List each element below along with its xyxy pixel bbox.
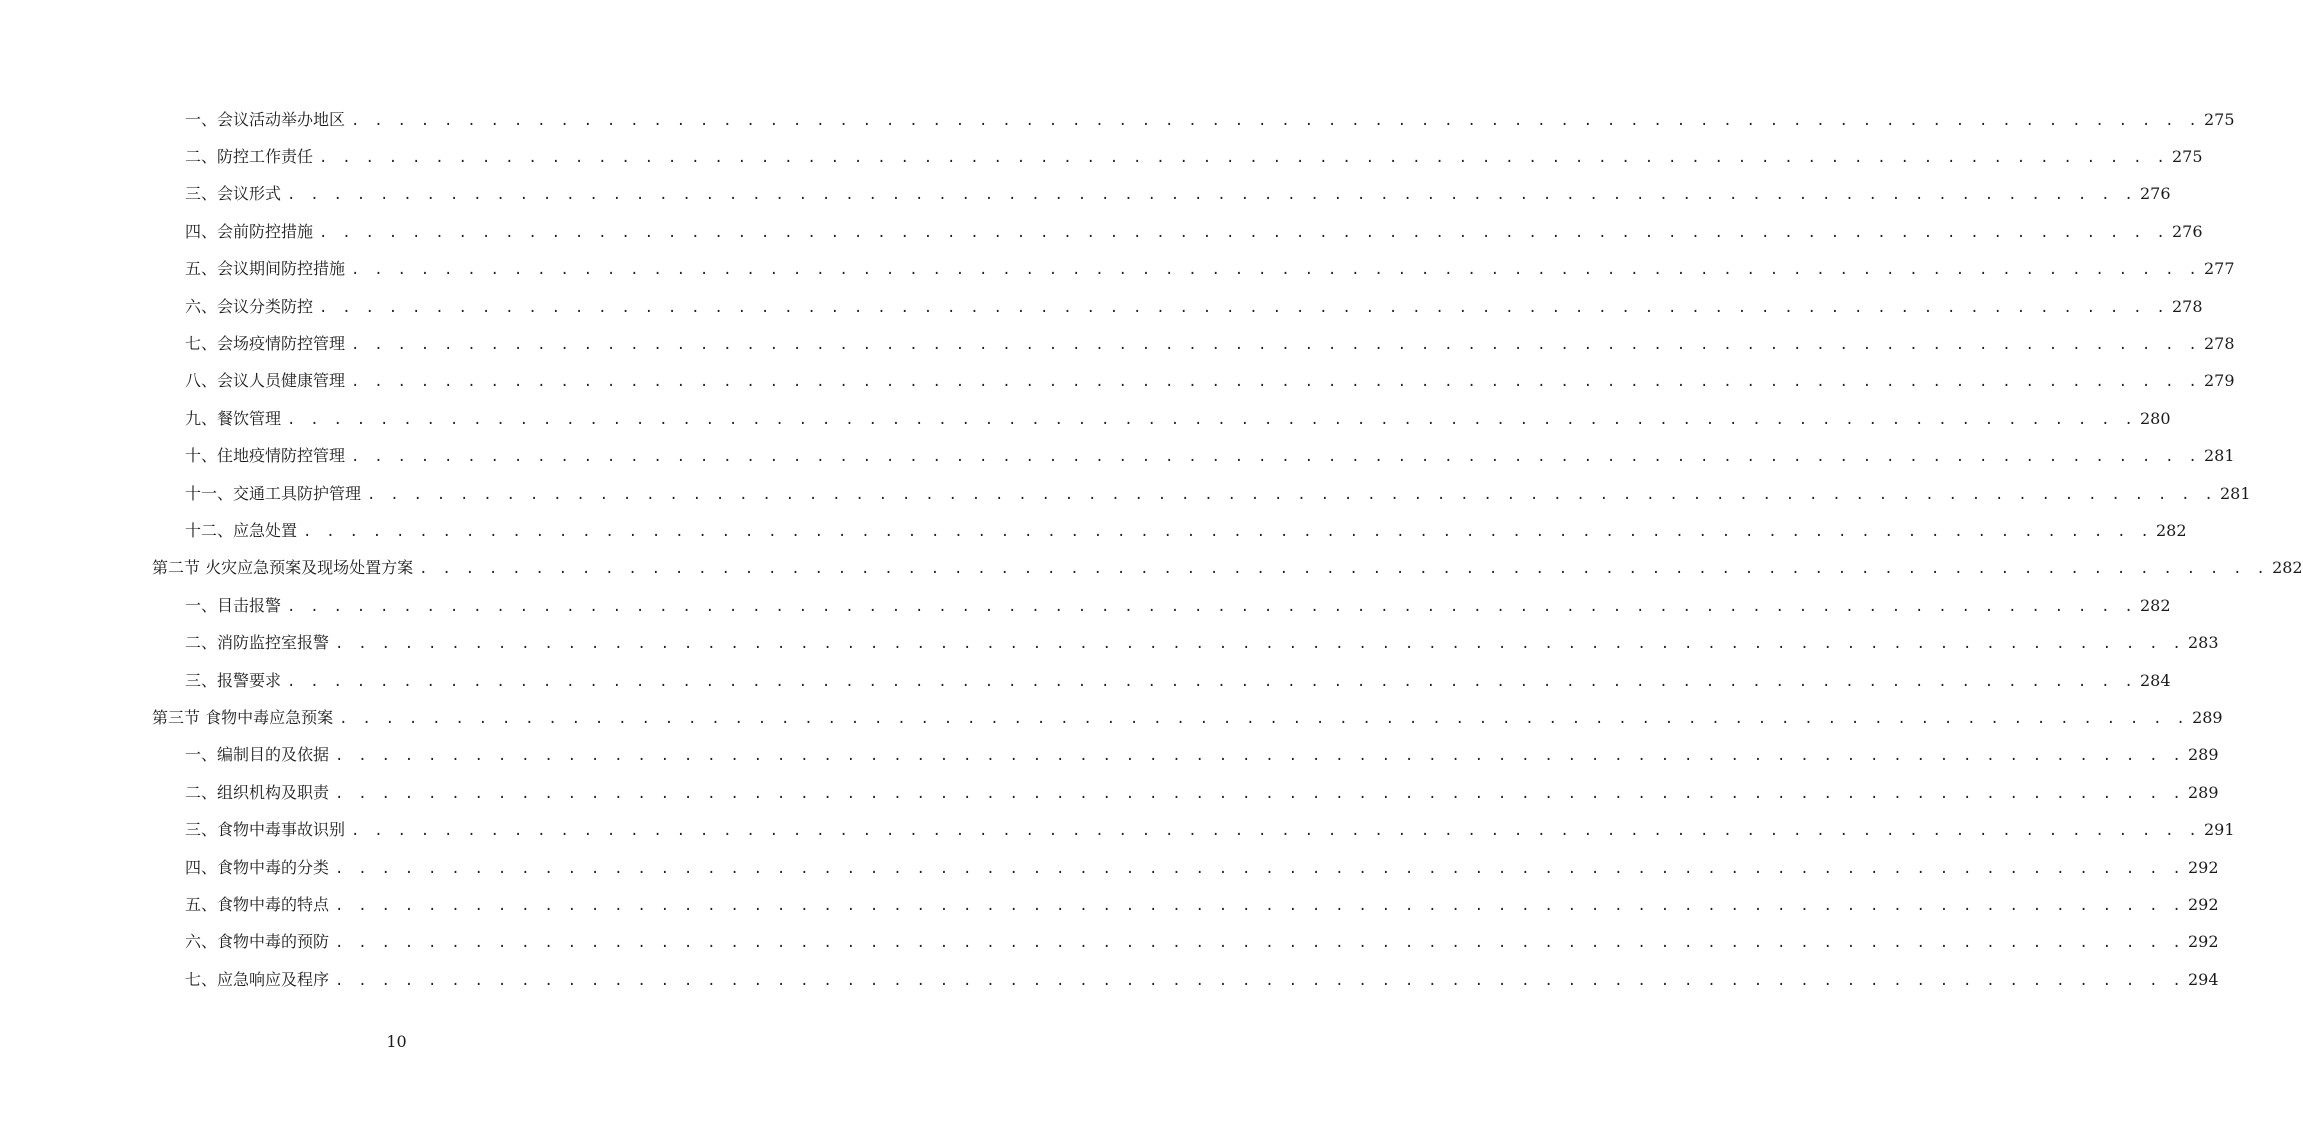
toc-entry-title: 三、食物中毒事故识别 [185,820,346,840]
toc-dot-leader: . . . . . . . . . . . . . . . . . . . . . . . . . . . . . . . . . . . . . . . . . . . . . . . . . . . . . . . . . . . . . . . . . . . . . . . . . . . . . . . . [319,224,2168,241]
toc-subsection-entry[interactable] [185,363,2235,400]
toc-entry-title: 九、餐饮管理 [185,408,282,428]
toc-subsection-entry[interactable] [185,512,2187,549]
toc-entry-title: 三、会议形式 [185,184,282,204]
toc-entry-page: 277 [2203,259,2235,279]
toc-subsection-entry[interactable] [185,251,2235,288]
toc-dot-leader: . . . . . . . . . . . . . . . . . . . . . . . . . . . . . . . . . . . . . . . . . . . . . . . . . . . . . . . . . . . . . . . . . . . . . . . . . . . . . . . . [351,112,2200,129]
toc-subsection-entry[interactable] [185,475,2251,512]
toc-entry-page: 283 [2187,633,2219,653]
toc-entry-title: 七、会场疫情防控管理 [185,334,346,354]
toc-entry-title: 二、组织机构及职责 [185,782,330,802]
toc-subsection-entry[interactable] [185,101,2235,138]
toc-dot-leader: . . . . . . . . . . . . . . . . . . . . . . . . . . . . . . . . . . . . . . . . . . . . . . . . . . . . . . . . . . . . . . . . . . . . . . . . . . . . . . . . [303,523,2152,540]
toc-section-entry[interactable] [152,699,2223,736]
toc-subsection-entry[interactable] [185,400,2171,437]
toc-entry-page: 294 [2187,969,2219,989]
toc-dot-leader: . . . . . . . . . . . . . . . . . . . . . . . . . . . . . . . . . . . . . . . . . . . . . . . . . . . . . . . . . . . . . . . . . . . . . . . . . . . . . . . . [351,449,2200,466]
toc-entry-title: 四、会前防控措施 [185,221,314,241]
toc-dot-leader: . . . . . . . . . . . . . . . . . . . . . . . . . . . . . . . . . . . . . . . . . . . . . . . . . . . . . . . . . . . . . . . . . . . . . . . . . . . . . . . . [351,262,2200,279]
toc-entry-title: 六、会议分类防控 [185,296,314,316]
toc-dot-leader: . . . . . . . . . . . . . . . . . . . . . . . . . . . . . . . . . . . . . . . . . . . . . . . . . . . . . . . . . . . . . . . . . . . . . . . . . . . . . . . . [419,561,2269,578]
toc-dot-leader: . . . . . . . . . . . . . . . . . . . . . . . . . . . . . . . . . . . . . . . . . . . . . . . . . . . . . . . . . . . . . . . . . . . . . . . . . . . . . . . . [367,486,2216,503]
toc-entry-page: 291 [2203,820,2235,840]
toc-subsection-entry[interactable] [185,662,2171,699]
toc-dot-leader: . . . . . . . . . . . . . . . . . . . . . . . . . . . . . . . . . . . . . . . . . . . . . . . . . . . . . . . . . . . . . . . . . . . . . . . . . . . . . . . . [335,636,2184,653]
toc-entry-title: 一、编制目的及依据 [185,745,330,765]
toc-entry-title: 一、目击报警 [185,595,282,615]
table-of-contents [0,101,2303,998]
toc-subsection-entry[interactable] [185,138,2203,175]
toc-subsection-entry[interactable] [185,849,2219,886]
toc-entry-title: 六、食物中毒的预防 [185,932,330,952]
toc-dot-leader: . . . . . . . . . . . . . . . . . . . . . . . . . . . . . . . . . . . . . . . . . . . . . . . . . . . . . . . . . . . . . . . . . . . . . . . . . . . . . . . . [339,710,2189,727]
toc-entry-page: 281 [2219,483,2251,503]
toc-dot-leader: . . . . . . . . . . . . . . . . . . . . . . . . . . . . . . . . . . . . . . . . . . . . . . . . . . . . . . . . . . . . . . . . . . . . . . . . . . . . . . . . [351,374,2200,391]
toc-entry-page: 278 [2203,334,2235,354]
toc-entry-page: 276 [2171,221,2203,241]
toc-entry-title: 二、消防监控室报警 [185,633,330,653]
toc-dot-leader: . . . . . . . . . . . . . . . . . . . . . . . . . . . . . . . . . . . . . . . . . . . . . . . . . . . . . . . . . . . . . . . . . . . . . . . . . . . . . . . . [351,337,2200,354]
toc-entry-title: 第三节 食物中毒应急预案 [152,707,334,727]
toc-entry-title: 十、住地疫情防控管理 [185,446,346,466]
toc-subsection-entry[interactable] [185,438,2235,475]
toc-subsection-entry[interactable] [185,811,2235,848]
toc-dot-leader: . . . . . . . . . . . . . . . . . . . . . . . . . . . . . . . . . . . . . . . . . . . . . . . . . . . . . . . . . . . . . . . . . . . . . . . . . . . . . . . . [287,673,2136,690]
toc-dot-leader: . . . . . . . . . . . . . . . . . . . . . . . . . . . . . . . . . . . . . . . . . . . . . . . . . . . . . . . . . . . . . . . . . . . . . . . . . . . . . . . . [287,411,2136,428]
toc-dot-leader: . . . . . . . . . . . . . . . . . . . . . . . . . . . . . . . . . . . . . . . . . . . . . . . . . . . . . . . . . . . . . . . . . . . . . . . . . . . . . . . . [335,748,2184,765]
toc-dot-leader: . . . . . . . . . . . . . . . . . . . . . . . . . . . . . . . . . . . . . . . . . . . . . . . . . . . . . . . . . . . . . . . . . . . . . . . . . . . . . . . . [351,823,2200,840]
toc-section-entry[interactable] [152,550,2303,587]
toc-dot-leader: . . . . . . . . . . . . . . . . . . . . . . . . . . . . . . . . . . . . . . . . . . . . . . . . . . . . . . . . . . . . . . . . . . . . . . . . . . . . . . . . [335,860,2184,877]
toc-subsection-entry[interactable] [185,961,2219,998]
toc-entry-page: 292 [2187,857,2219,877]
toc-entry-title: 四、食物中毒的分类 [185,857,330,877]
toc-subsection-entry[interactable] [185,213,2203,250]
toc-dot-leader: . . . . . . . . . . . . . . . . . . . . . . . . . . . . . . . . . . . . . . . . . . . . . . . . . . . . . . . . . . . . . . . . . . . . . . . . . . . . . . . . [319,299,2168,316]
toc-dot-leader: . . . . . . . . . . . . . . . . . . . . . . . . . . . . . . . . . . . . . . . . . . . . . . . . . . . . . . . . . . . . . . . . . . . . . . . . . . . . . . . . [335,785,2184,802]
toc-entry-page: 289 [2187,782,2219,802]
toc-entry-title: 三、报警要求 [185,670,282,690]
toc-dot-leader: . . . . . . . . . . . . . . . . . . . . . . . . . . . . . . . . . . . . . . . . . . . . . . . . . . . . . . . . . . . . . . . . . . . . . . . . . . . . . . . . [335,897,2184,914]
toc-entry-page: 281 [2203,446,2235,466]
toc-dot-leader: . . . . . . . . . . . . . . . . . . . . . . . . . . . . . . . . . . . . . . . . . . . . . . . . . . . . . . . . . . . . . . . . . . . . . . . . . . . . . . . . [287,598,2136,615]
toc-entry-page: 284 [2139,670,2171,690]
toc-entry-page: 282 [2139,595,2171,615]
toc-entry-page: 275 [2171,147,2203,167]
toc-entry-page: 278 [2171,296,2203,316]
toc-entry-page: 292 [2187,894,2219,914]
toc-entry-title: 五、食物中毒的特点 [185,894,330,914]
toc-subsection-entry[interactable] [185,737,2219,774]
toc-entry-title: 第二节 火灾应急预案及现场处置方案 [152,558,414,578]
toc-subsection-entry[interactable] [185,288,2203,325]
page-number: 10 [386,1032,407,1051]
toc-entry-title: 七、应急响应及程序 [185,969,330,989]
toc-dot-leader: . . . . . . . . . . . . . . . . . . . . . . . . . . . . . . . . . . . . . . . . . . . . . . . . . . . . . . . . . . . . . . . . . . . . . . . . . . . . . . . . [287,187,2136,204]
toc-subsection-entry[interactable] [185,624,2219,661]
toc-subsection-entry[interactable] [185,587,2171,624]
toc-entry-page: 279 [2203,371,2235,391]
toc-subsection-entry[interactable] [185,924,2219,961]
toc-entry-title: 一、会议活动举办地区 [185,109,346,129]
toc-subsection-entry[interactable] [185,886,2219,923]
toc-entry-title: 十一、交通工具防护管理 [185,483,362,503]
toc-entry-page: 289 [2192,707,2223,727]
toc-entry-page: 282 [2272,558,2303,578]
toc-entry-title: 十二、应急处置 [185,520,298,540]
toc-entry-page: 275 [2203,109,2235,129]
toc-entry-page: 280 [2139,408,2171,428]
toc-entry-page: 292 [2187,932,2219,952]
toc-subsection-entry[interactable] [185,325,2235,362]
toc-entry-page: 282 [2155,520,2187,540]
toc-dot-leader: . . . . . . . . . . . . . . . . . . . . . . . . . . . . . . . . . . . . . . . . . . . . . . . . . . . . . . . . . . . . . . . . . . . . . . . . . . . . . . . . [335,935,2184,952]
toc-entry-page: 276 [2139,184,2171,204]
toc-subsection-entry[interactable] [185,176,2171,213]
toc-subsection-entry[interactable] [185,774,2219,811]
toc-entry-title: 五、会议期间防控措施 [185,259,346,279]
toc-dot-leader: . . . . . . . . . . . . . . . . . . . . . . . . . . . . . . . . . . . . . . . . . . . . . . . . . . . . . . . . . . . . . . . . . . . . . . . . . . . . . . . . [319,150,2168,167]
toc-entry-page: 289 [2187,745,2219,765]
toc-entry-title: 二、防控工作责任 [185,147,314,167]
toc-dot-leader: . . . . . . . . . . . . . . . . . . . . . . . . . . . . . . . . . . . . . . . . . . . . . . . . . . . . . . . . . . . . . . . . . . . . . . . . . . . . . . . . [335,972,2184,989]
toc-entry-title: 八、会议人员健康管理 [185,371,346,391]
